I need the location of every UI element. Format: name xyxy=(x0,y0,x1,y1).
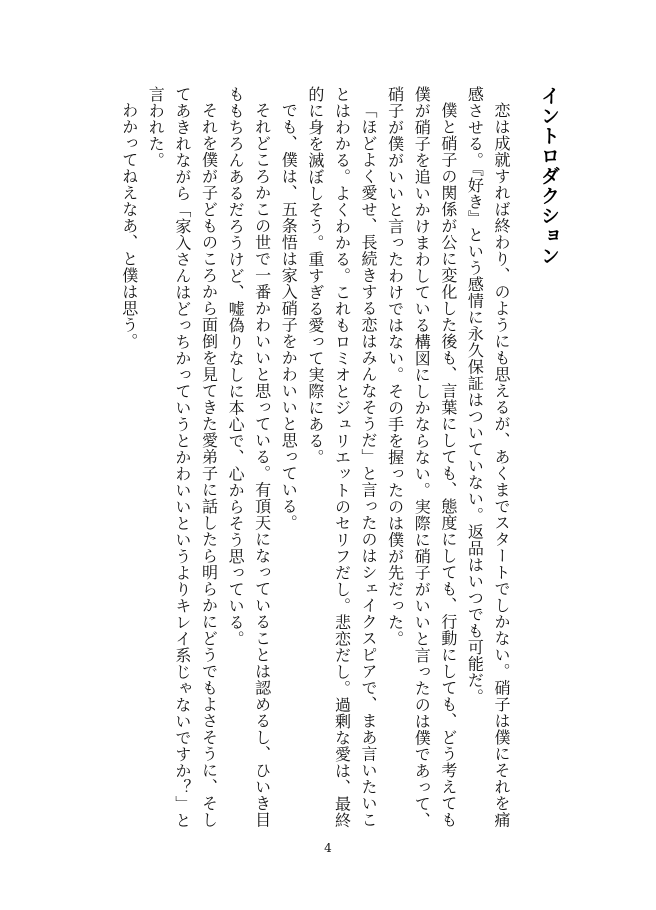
paragraph: わかってねえなあ、と僕は思う。 xyxy=(119,102,139,350)
paragraph: 僕と硝子の関係が公に変化した後も、言葉にしても、態度にしても、行動にしても、どう考えても僕が硝子を追いかけまわしている構図にしかならない。実際に硝子がいいと言ったのは僕であって、硝子が僕がいいと言ったわけではない。その手を握ったのは僕が先だった。 xyxy=(385,86,458,829)
vertical-text-block xyxy=(84,86,564,836)
paragraph: 恋は成就すれば終わり、のようにも思えるが、あくまでスタートでしかない。硝子は僕にそれを痛感させる。『好き』という感情に永久保証はついていない。返品はいつでも可能だ。 xyxy=(465,86,511,828)
paragraph: でも、僕は、五条悟は家入硝子をかわいいと思っている。 xyxy=(279,102,299,531)
paragraph: それを僕が子どものころから面倒を見てきた愛弟子に話したら明らかにどうでもよさそうに、そしてあきれながら「家入さんはどっちかっていうとかわいいというよりキレイ系じゃないですか？」と言われた。 xyxy=(146,86,219,829)
paragraph: それどころかこの世で一番かわいいと思っている。有頂天になっていることは認めるし、ひいき目ももちろんあるだろうけど、嘘偽りなしに本心で、心からそう思っている。 xyxy=(226,86,272,828)
paragraph: 「ほどよく愛せ、長続きする恋はみんなそうだ」と言ったのはシェイクスピアで、まあ言いたいことはわかる。よくわかる。これもロミオとジュリエットのセリフだし。悲恋だし。過剰な愛は、最終的に身を滅ぼしそう。重すぎる愛って実際にある。 xyxy=(305,86,379,829)
page-number: 4 xyxy=(324,841,332,855)
chapter-title: イントロダクション xyxy=(538,86,560,266)
